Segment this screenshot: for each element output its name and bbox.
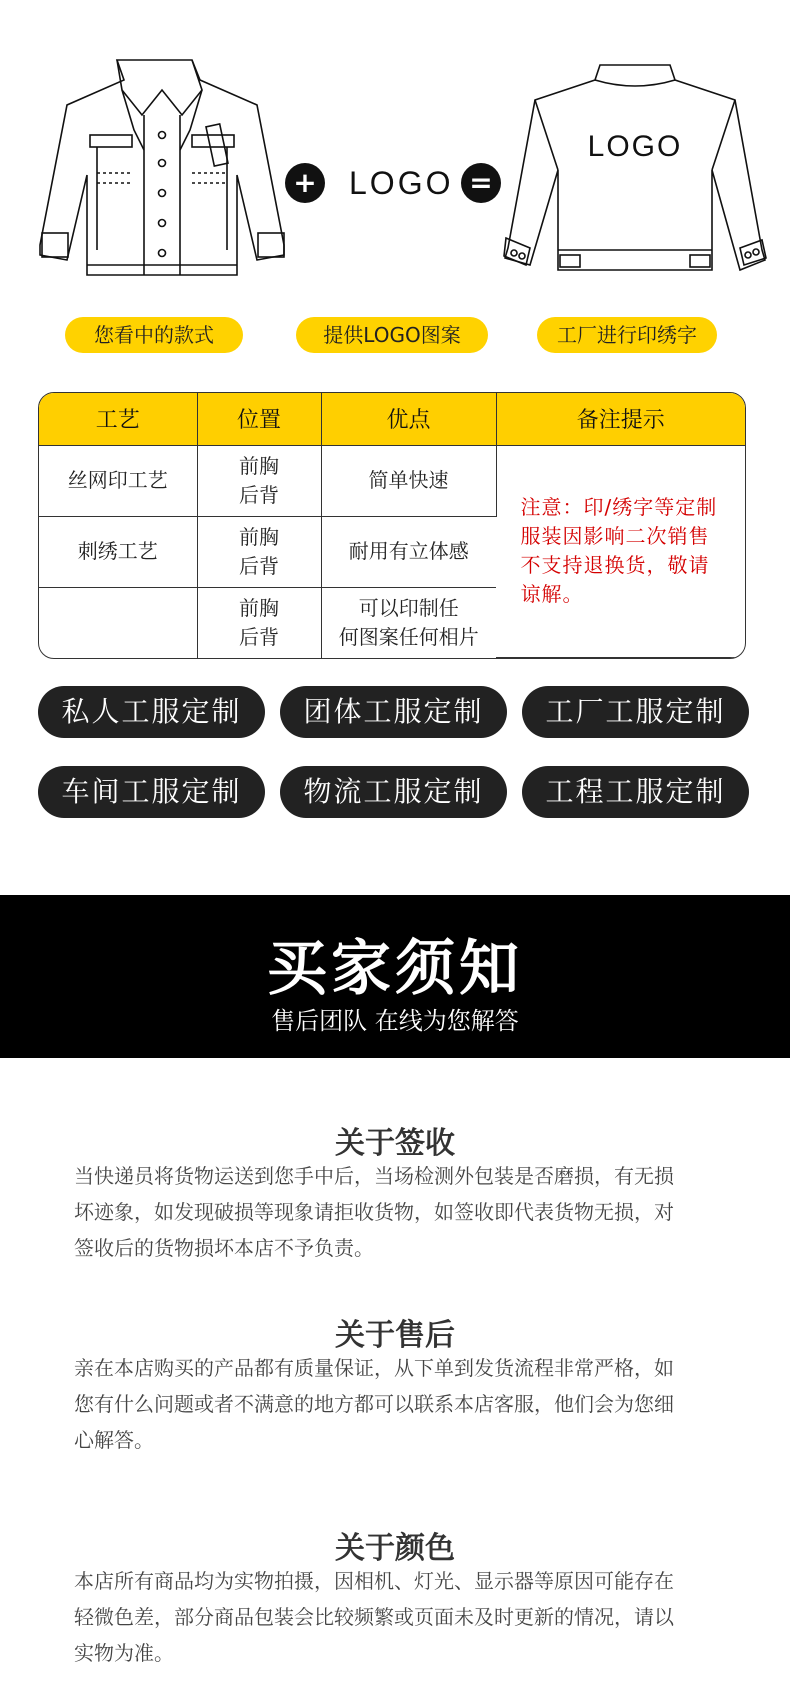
step-pill-logo: 提供LOGO图案 [296,317,488,353]
table-row [39,445,745,516]
logo-placeholder-text: LOGO [349,165,454,201]
position-cell: 前胸 后背 [197,587,321,657]
hero-section [0,0,790,360]
section-title-aftersale: 关于售后 [335,1318,455,1353]
back-logo-text: LOGO [587,130,683,163]
category-group-workwear[interactable]: 团体工服定制 [280,686,507,738]
craft-cell [39,587,197,657]
position-cell: 前胸 后背 [197,445,321,516]
craft-table [38,392,746,659]
jacket-back-illustration [500,60,768,290]
jacket-front-illustration [22,55,287,300]
equals-icon: = [461,163,501,203]
table-header-note: 备注提示 [496,393,745,445]
plus-icon: + [285,163,325,203]
craft-cell: 刺绣工艺 [39,516,197,587]
category-logistics-workwear[interactable]: 物流工服定制 [280,766,507,818]
section-body-color: 本店所有商品均为实物拍摄，因相机、灯光、显示器等原因可能存在 轻微色差，部分商品包装会比较频繁或页面未及时更新的情况，请以 实物为准。 [74,1569,674,1665]
table-header-craft: 工艺 [39,393,197,445]
table-header-position: 位置 [197,393,321,445]
section-body-aftersale: 亲在本店购买的产品都有质量保证，从下单到发货流程非常严格，如 您有什么问题或者不满意的地方都可以联系本店客服，他们会为您细 心解答。 [74,1356,674,1452]
banner-title: 买家须知 [267,934,523,1004]
advantage-cell: 耐用有立体感 [321,516,496,587]
buyer-notice-banner [0,895,790,1058]
category-factory-workwear[interactable]: 工厂工服定制 [522,686,749,738]
note-cell: 注意：印/绣字等定制服装因影响二次销售不支持退换货，敬请谅解。 [496,445,745,658]
section-title-signing: 关于签收 [335,1126,455,1161]
section-title-color: 关于颜色 [335,1531,455,1566]
advantage-cell: 可以印制任 何图案任何相片 [338,595,479,649]
craft-cell: 丝网印工艺 [39,445,197,516]
category-private-workwear[interactable]: 私人工服定制 [38,686,265,738]
category-engineering-workwear[interactable]: 工程工服定制 [522,766,749,818]
table-header-advantage: 优点 [321,393,496,445]
category-workshop-workwear[interactable]: 车间工服定制 [38,766,265,818]
advantage-cell: 简单快速 [321,445,496,516]
step-pill-factory: 工厂进行印绣字 [537,317,717,353]
section-body-signing: 当快递员将货物运送到您手中后，当场检测外包装是否磨损，有无损 坏迹象，如发现破损等现象请拒收货物，如签收即代表货物无损，对 签收后的货物损坏本店不予负责。 [74,1164,674,1260]
step-pill-style: 您看中的款式 [65,317,243,353]
banner-subtitle: 售后团队 在线为您解答 [271,1007,519,1035]
position-cell: 前胸 后背 [197,516,321,587]
